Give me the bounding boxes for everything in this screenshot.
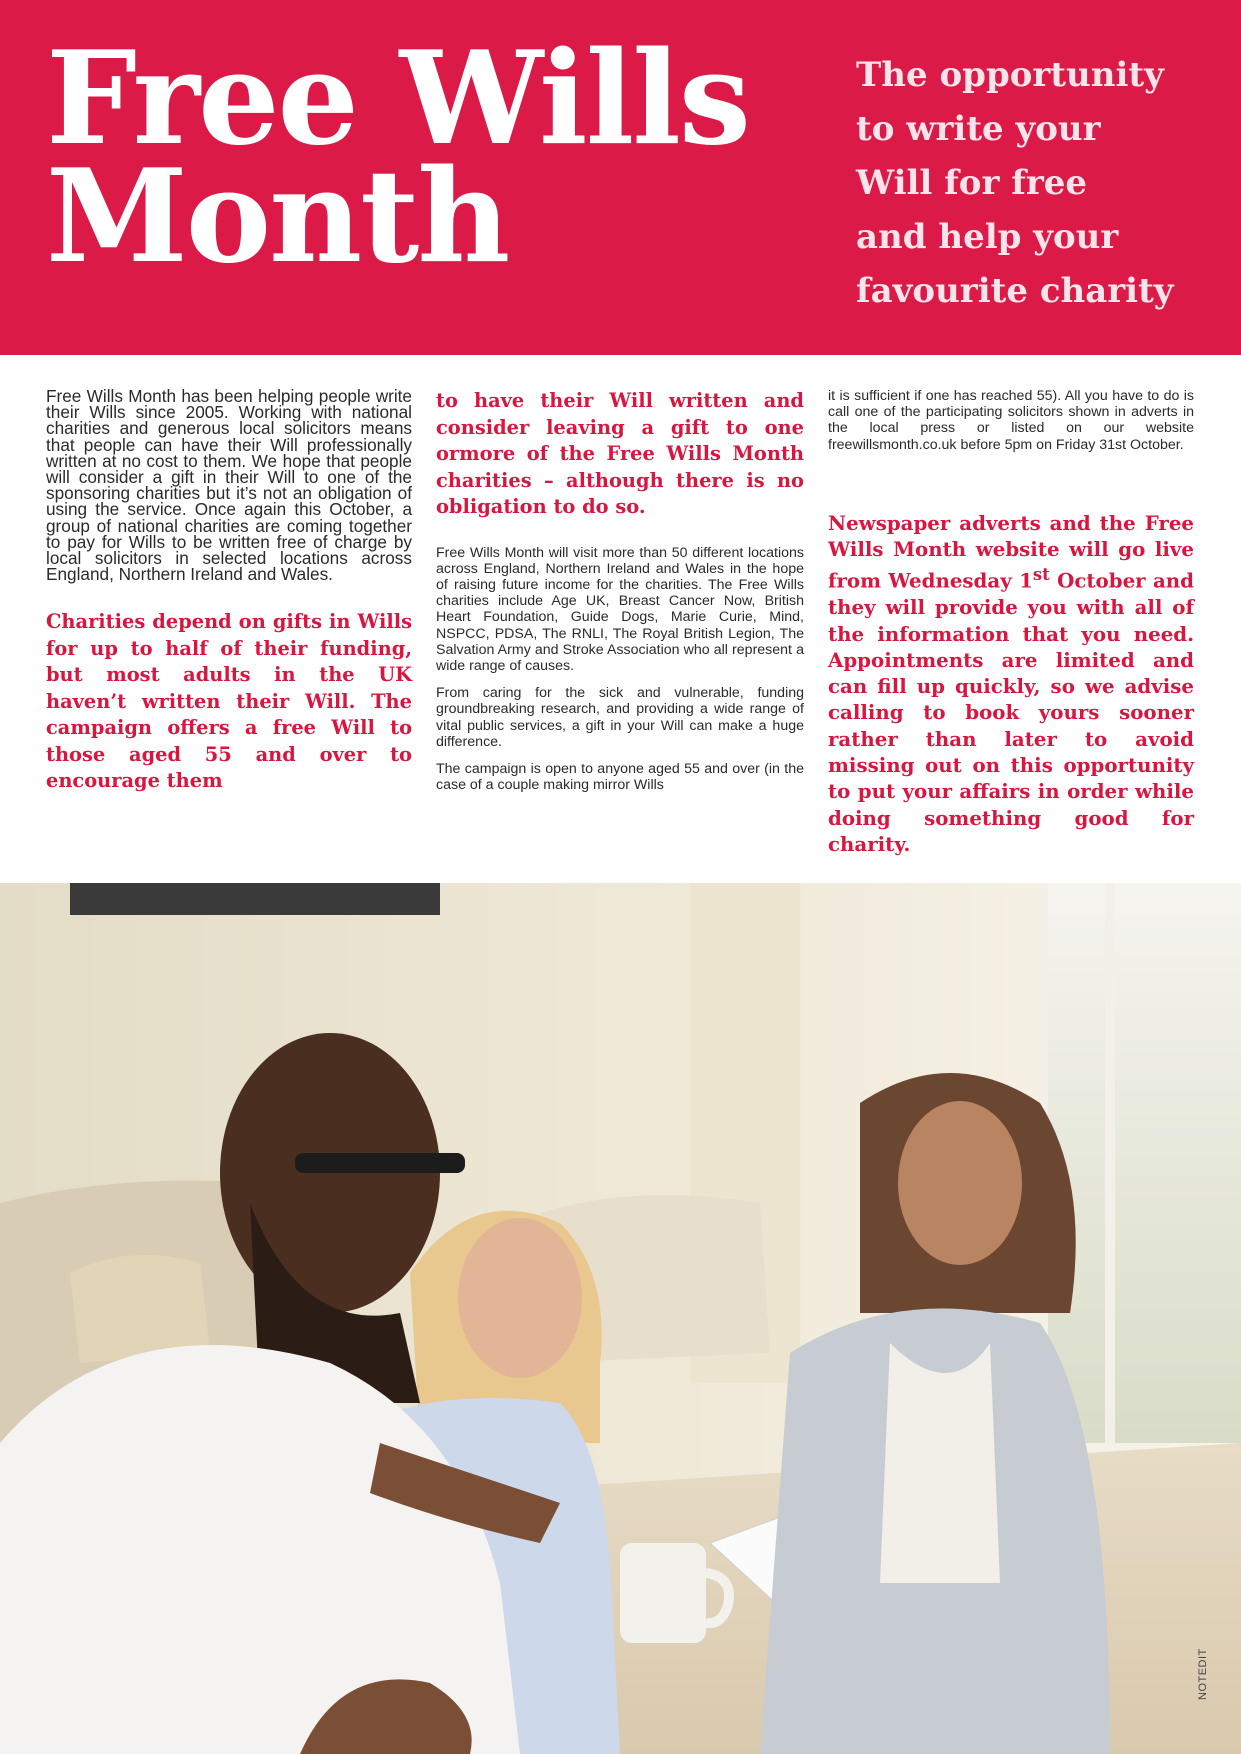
highlight-text: [828, 510, 1194, 857]
tagline-line: to write your: [856, 109, 1101, 149]
intro-paragraph: Free Wills Month has been helping people write their Wills since 2005. Working with national charities and generous local solicitors means that people can have their Will professionally written at no cost to them. We hope that people will consider a gift in their Will to one of the sponsoring charities but it’s not an obligation of using the service. Once again this October, a group of national charities are coming together to pay for Wills to be written free of charge by local solicitors in selected locations across England, Northern Ireland and Wales.: [46, 386, 412, 585]
article-column-3: [828, 388, 1194, 857]
tagline-line: and help your: [856, 217, 1119, 257]
highlight-part: October and they will provide you with all of the information that you need. Appointments are limited and can fill up quickly, so we advise calling to book yours sooner rather than later to avoid missing out on this opportunity to put your affairs in order while doing something good for charity.: [828, 569, 1194, 856]
body-paragraph: it is sufficient if one has reached 55). All you have to do is call one of the participating solicitors shown in adverts in the local press or listed on our website freewillsmonth.co.uk before 5pm on Friday 31st October.: [828, 388, 1194, 453]
article-column-1: [46, 388, 412, 795]
page-title: [46, 24, 749, 292]
tagline-line: The opportunity: [856, 55, 1164, 95]
title-line-2: Month: [46, 142, 509, 292]
body-paragraph: From caring for the sick and vulnerable, funding groundbreaking research, and providing a wide range of vital public services, a gift in your Will can make a huge difference.: [436, 685, 804, 750]
photo-credit: NOTEDIT: [1197, 1648, 1209, 1700]
body-paragraph: Free Wills Month will visit more than 50 different locations across England, Northern Ireland and Wales in the hope of raising future income for the charities. The Free Wills charities include Age UK, Breast Cancer Now, British Heart Foundation, Guide Dogs, Marie Curie, Mind, NSPCC, PDSA, The RNLI, The Royal British Legion, The Salvation Army and Stroke Association who all represent a wide range of causes.: [436, 544, 804, 674]
highlight-part: Newspaper adverts and the Free Wills Month website will go live from Wednesday 1: [828, 510, 1194, 593]
title-line-1: Free Wills: [46, 24, 749, 174]
feature-photo: [0, 883, 1241, 1754]
body-paragraph: The campaign is open to anyone aged 55 and over (in the case of a couple making mirror Wills: [436, 760, 804, 794]
tagline-line: favourite charity: [856, 271, 1174, 311]
ordinal-suffix: st: [1032, 565, 1050, 585]
tagline-line: Will for free: [856, 163, 1088, 203]
highlight-text: Charities depend on gifts in Wills for up to half of their funding, but most adults in the UK haven’t written their Will. The campaign offers a free Will to those aged 55 and over to encourage them: [46, 610, 412, 793]
header-banner: [0, 0, 1241, 355]
highlight-text: to have their Will written and consider leaving a gift to one ormore of the Free Wills Month charities – although there is no obligation to do so.: [436, 389, 804, 518]
article-column-2: [436, 388, 804, 793]
tagline: [856, 48, 1236, 318]
